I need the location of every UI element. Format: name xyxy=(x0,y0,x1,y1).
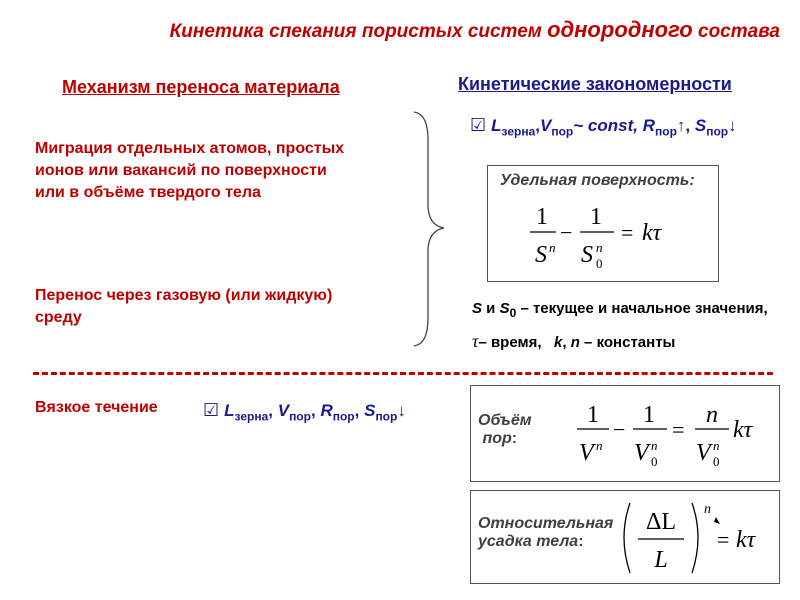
pv-frac1-V: V xyxy=(579,440,594,466)
section-divider xyxy=(33,372,773,375)
separator: , xyxy=(685,116,695,135)
mechanism-migration-line2: ионов или вакансий по поверхности xyxy=(35,162,327,179)
shrinkage-label-2: усадка тела xyxy=(478,533,579,550)
vf-var-L: L xyxy=(224,401,235,420)
pv-frac3-exp: n xyxy=(713,438,720,453)
surface-formula xyxy=(528,198,708,278)
pore-volume-formula xyxy=(571,396,771,476)
small-arrow-icon xyxy=(714,517,720,524)
note-const: – константы xyxy=(579,334,676,351)
mechanism-heading: Механизм переноса материала xyxy=(62,77,340,97)
sub-pore-r: пор xyxy=(654,124,677,139)
pv-frac2-sub0: 0 xyxy=(651,454,658,469)
shrinkage-box xyxy=(470,490,780,584)
kinetics-condition-line: ☑ $L_{зерна},V_{пор}\sim$ const, $R_{пор}↑$, $S_{пор}↓$ xyxy=(470,115,737,139)
vf-var-R: R xyxy=(320,401,333,420)
note-and: и xyxy=(482,300,500,317)
approx-const: ~ const, xyxy=(573,116,643,135)
vf-var-V: V xyxy=(277,401,290,420)
pore-volume-box xyxy=(470,385,780,482)
vf-sub-pore-v: пор xyxy=(289,409,311,424)
mechanism-migration-line3: или в объёме твердого тела xyxy=(35,184,261,201)
vf-sub-grain: зерна xyxy=(234,409,269,424)
var-R: R xyxy=(642,116,655,135)
var-V: V xyxy=(540,116,552,135)
kinetics-heading: Кинетические закономерности xyxy=(458,74,732,94)
sh-equals: = xyxy=(717,527,730,552)
curly-brace-icon xyxy=(410,110,450,350)
sh-num: ΔL xyxy=(645,509,677,535)
pv-frac3-num: n xyxy=(706,402,718,428)
frac1-exp: n xyxy=(549,240,556,255)
var-S: S xyxy=(694,116,707,135)
pv-frac2-V: V xyxy=(634,440,649,466)
vf-sep1: , xyxy=(310,401,321,420)
pv-rhs: kτ xyxy=(733,417,753,443)
specific-surface-label: Удельная поверхность: xyxy=(500,172,695,189)
viscous-flow-label: Вязкое течение xyxy=(35,399,158,416)
note-comma: , xyxy=(562,334,571,351)
pore-volume-label xyxy=(478,412,532,448)
frac1-num: 1 xyxy=(536,204,548,230)
shrinkage-label-1: Относительная xyxy=(478,515,614,532)
mechanism-gas-line1: Перенос через газовую (или жидкую) xyxy=(35,287,333,304)
mechanism-migration-line1: Миграция отдельных атомов, простых xyxy=(35,140,345,157)
pv-frac3-sub0: 0 xyxy=(713,454,720,469)
notation-notes xyxy=(472,295,768,357)
shrinkage-label xyxy=(478,515,613,551)
mechanism-gas-line2: среду xyxy=(35,309,82,326)
note-S: S xyxy=(472,300,483,317)
note-tau: τ xyxy=(472,331,479,351)
note-rest: – текущее и начальное значения, xyxy=(516,300,768,317)
vf-sub-pore-r: пор xyxy=(332,409,355,424)
pv-frac2-exp: n xyxy=(651,438,658,453)
pv-frac1-num: 1 xyxy=(587,402,599,428)
pv-frac2-num: 1 xyxy=(643,402,655,428)
mechanism-gas-transfer xyxy=(35,285,332,329)
sub-pore-s: пор xyxy=(706,124,729,139)
rhs-ktau: kτ xyxy=(642,220,662,246)
title-part3: состава xyxy=(692,21,780,42)
shrinkage-formula xyxy=(616,495,776,581)
sh-rhs: kτ xyxy=(736,527,756,553)
frac1-S: S xyxy=(535,242,547,268)
note-time: – время, xyxy=(478,334,542,351)
title-part1: Кинетика спекания пористых систем xyxy=(169,21,548,42)
frac2-S: S xyxy=(581,242,593,268)
minus-sign: − xyxy=(560,220,573,245)
pore-volume-label-2: пор xyxy=(482,430,512,447)
mechanism-migration xyxy=(35,138,344,204)
colon: : xyxy=(511,430,518,447)
sub-grain: зерна xyxy=(501,124,536,139)
frac2-exp: n xyxy=(596,240,603,255)
arrow-down-icon: ↓ xyxy=(397,401,406,420)
note-sub0: 0 xyxy=(509,306,517,320)
checkbox-icon: ☑ xyxy=(470,115,487,135)
pv-frac3-V: V xyxy=(696,440,711,466)
vf-sep2: , xyxy=(354,401,365,420)
note-k: k xyxy=(554,334,563,351)
colon: : xyxy=(578,533,584,550)
pore-volume-label-1: Объём xyxy=(478,412,532,429)
checkbox-icon: ☑ xyxy=(203,400,220,420)
vf-var-S: S xyxy=(364,401,376,420)
pv-frac1-exp: n xyxy=(596,438,603,453)
frac2-num: 1 xyxy=(590,204,602,230)
note-n: n xyxy=(570,334,580,351)
viscous-flow-condition: ☑ $L_{зерна}$, $V_{пор}$, $R_{пор}$, $S_{пор}↓$ xyxy=(203,400,406,424)
notes-line1 xyxy=(472,295,768,327)
sh-exp: n xyxy=(704,502,711,517)
notes-line2 xyxy=(472,327,768,357)
title-part2: однородного xyxy=(547,17,693,42)
sub-pore-v: пор xyxy=(551,124,574,139)
equals-sign: = xyxy=(621,220,634,245)
pv-equals: = xyxy=(672,417,685,442)
frac2-sub0: 0 xyxy=(596,256,603,271)
arrow-up-icon: ↑ xyxy=(676,116,686,135)
note-S0: S xyxy=(499,300,510,317)
slide-title xyxy=(100,17,780,43)
vf-sub-pore-s: пор xyxy=(375,409,398,424)
var-L: L xyxy=(491,116,502,135)
arrow-down-icon: ↓ xyxy=(728,116,737,135)
specific-surface-box xyxy=(487,165,719,282)
pv-minus: − xyxy=(613,417,626,442)
sh-den: L xyxy=(654,547,668,573)
